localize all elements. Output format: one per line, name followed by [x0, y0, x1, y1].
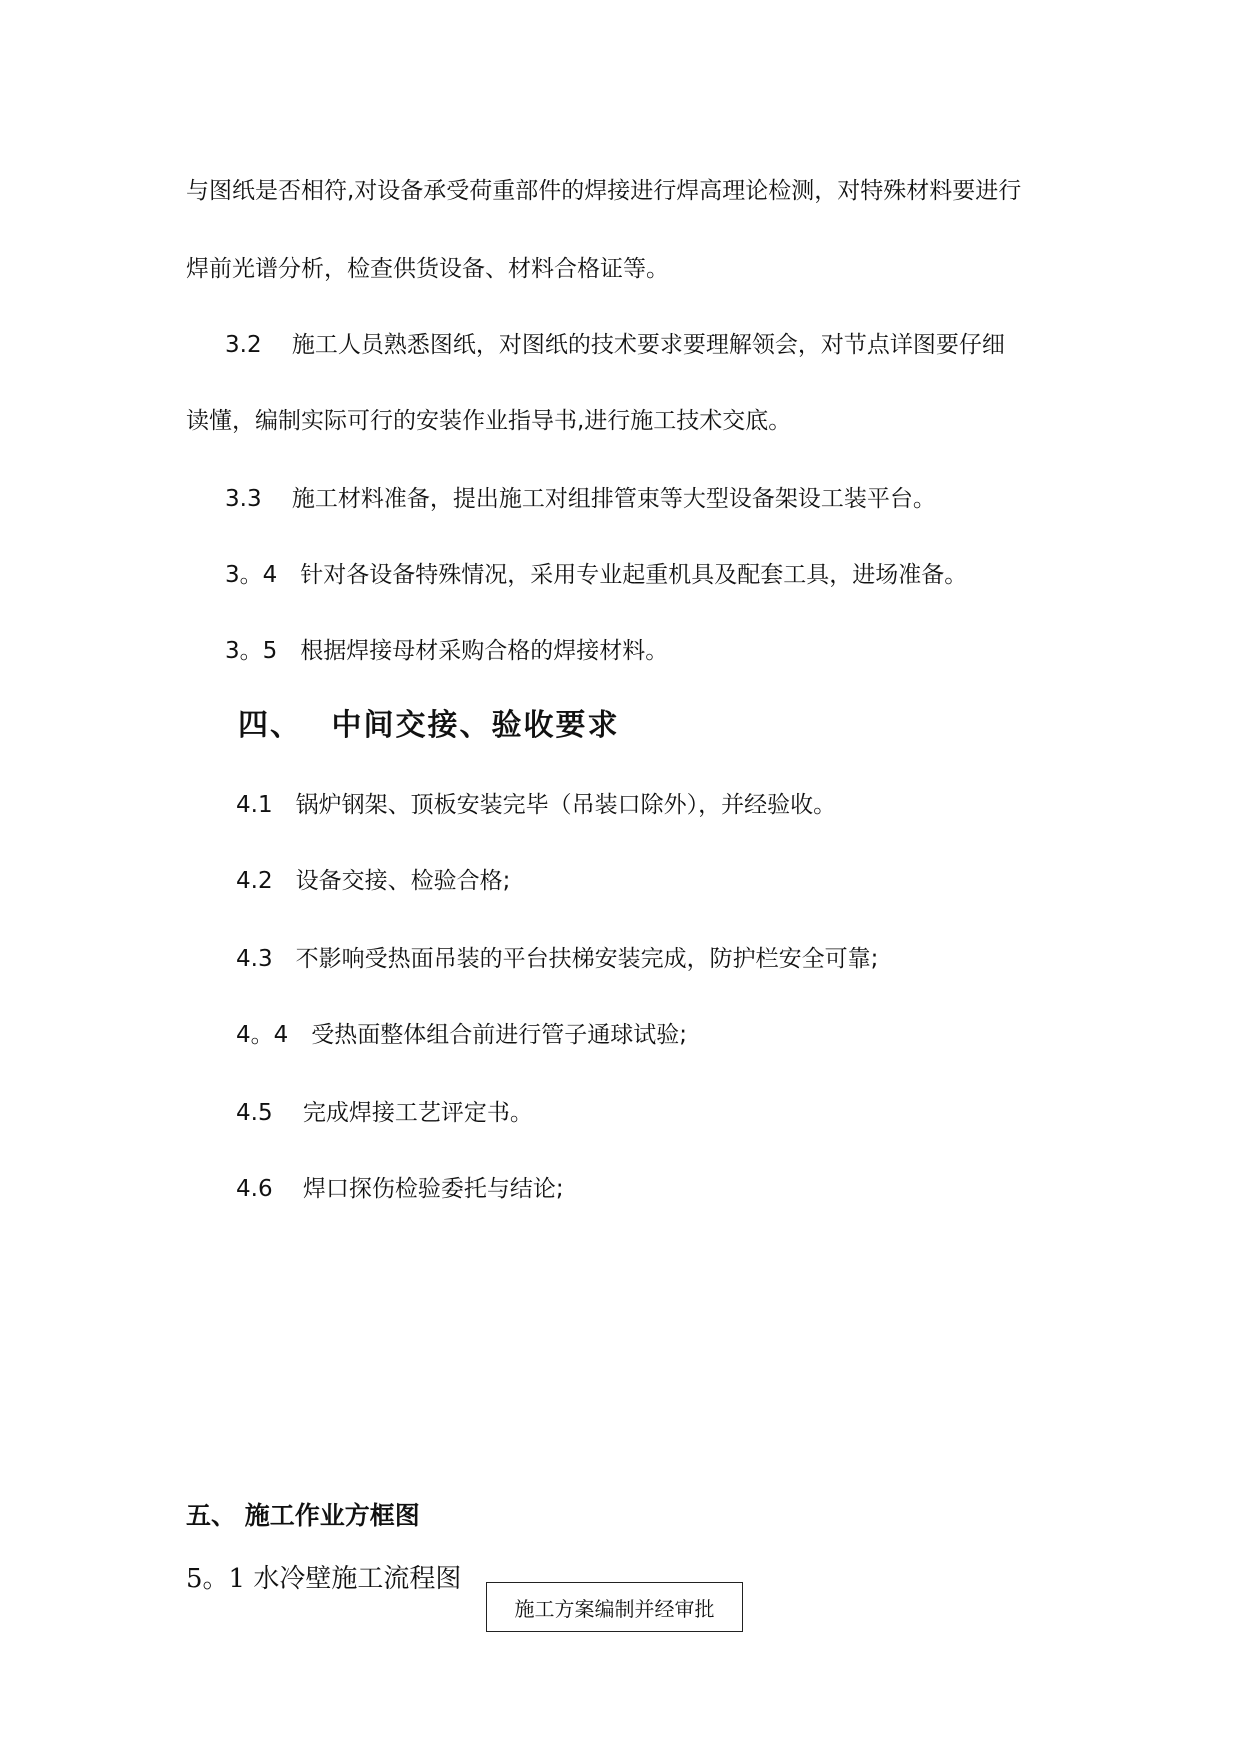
- clause-3-5: 3。5 根据焊接母材采购合格的焊接材料。: [225, 638, 669, 664]
- flowchart-box: [486, 1582, 743, 1632]
- section-4-heading: 四、 中间交接、验收要求: [238, 708, 620, 743]
- paragraph-line: 与图纸是否相符,对设备承受荷重部件的焊接进行焊高理论检测，对特殊材料要进行: [186, 178, 1022, 204]
- clause-4-1: 4.1 锅炉钢架、顶板安装完毕（吊装口除外），并经验收。: [236, 792, 837, 818]
- clause-3-2-line2: 读懂，编制实际可行的安装作业指导书,进行施工技术交底。: [186, 408, 792, 434]
- clause-3-3: 3.3 施工材料准备，提出施工对组排管束等大型设备架设工装平台。: [225, 486, 936, 512]
- section-5-heading: 五、 施工作业方框图: [186, 1501, 420, 1530]
- clause-4-5: 4.5 完成焊接工艺评定书。: [236, 1100, 533, 1126]
- clause-3-2-line1: 3.2 施工人员熟悉图纸，对图纸的技术要求要理解领会，对节点详图要仔细: [225, 332, 1005, 358]
- clause-3-4: 3。4 针对各设备特殊情况，采用专业起重机具及配套工具，进场准备。: [225, 562, 968, 588]
- clause-4-4: 4。4 受热面整体组合前进行管子通球试验;: [236, 1022, 688, 1048]
- clause-4-6: 4.6 焊口探伤检验委托与结论;: [236, 1176, 564, 1202]
- paragraph-line: 焊前光谱分析，检查供货设备、材料合格证等。: [186, 256, 669, 282]
- flowchart-box-label: 施工方案编制并经审批: [514, 1596, 715, 1621]
- section-5-1-subheading: 5。1 水冷壁施工流程图: [186, 1564, 462, 1594]
- clause-4-3: 4.3 不影响受热面吊装的平台扶梯安装完成，防护栏安全可靠;: [236, 946, 879, 972]
- clause-4-2: 4.2 设备交接、检验合格;: [236, 868, 511, 894]
